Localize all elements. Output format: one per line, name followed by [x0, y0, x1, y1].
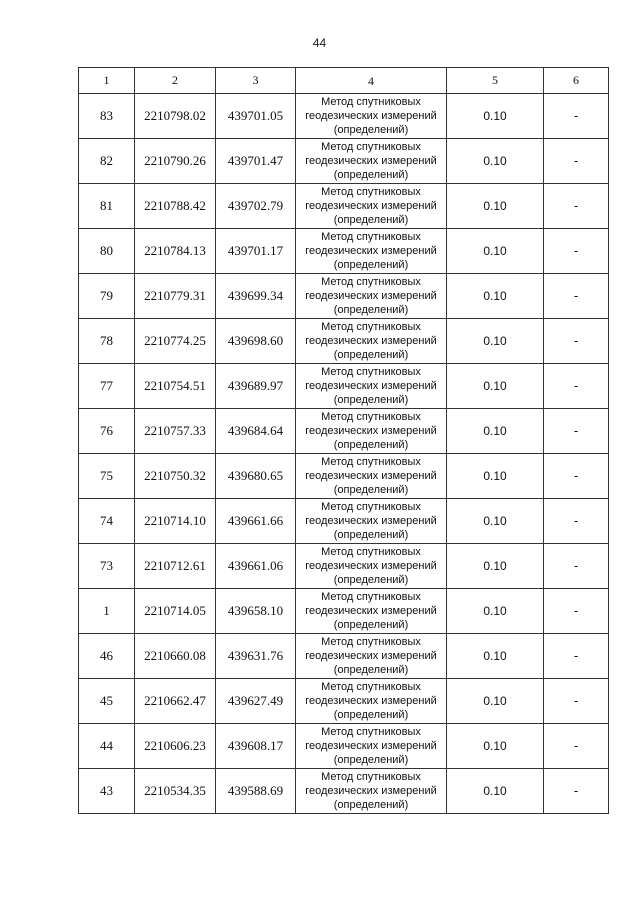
note-text: -	[573, 513, 579, 528]
note-text: -	[573, 783, 579, 798]
x-coordinate-cell: 2210757.33	[135, 409, 216, 454]
note-text: -	[573, 693, 579, 708]
x-coordinate-cell: 2210714.10	[135, 499, 216, 544]
point-number-cell: 45	[79, 679, 135, 724]
method-text: Метод спутниковых геодезических измерений (определений)	[305, 636, 437, 676]
x-coordinate-cell: 2210712.61	[135, 544, 216, 589]
table-row	[79, 364, 609, 409]
accuracy-text: 0.10	[483, 153, 507, 168]
method-cell	[296, 139, 447, 184]
method-text: Метод спутниковых геодезических измерений (определений)	[305, 501, 437, 541]
note-text: -	[573, 333, 579, 348]
method-cell	[296, 544, 447, 589]
method-cell	[296, 229, 447, 274]
y-coordinate-cell: 439627.49	[216, 679, 296, 724]
y-coordinate-cell: 439658.10	[216, 589, 296, 634]
note-text: -	[573, 738, 579, 753]
method-text: Метод спутниковых геодезических измерений (определений)	[305, 231, 437, 271]
x-coordinate-cell: 2210750.32	[135, 454, 216, 499]
method-cell	[296, 274, 447, 319]
x-coordinate-cell: 2210606.23	[135, 724, 216, 769]
point-number-cell: 44	[79, 724, 135, 769]
note-text: -	[573, 468, 579, 483]
x-coordinate-cell: 2210662.47	[135, 679, 216, 724]
table-row	[79, 184, 609, 229]
y-coordinate-cell: 439608.17	[216, 724, 296, 769]
accuracy-text: 0.10	[483, 513, 507, 528]
note-text: -	[573, 603, 579, 618]
x-coordinate-cell: 2210784.13	[135, 229, 216, 274]
accuracy-cell	[447, 769, 544, 814]
accuracy-text: 0.10	[483, 558, 507, 573]
method-cell	[296, 499, 447, 544]
column-header-4: 4	[296, 68, 447, 94]
method-cell	[296, 679, 447, 724]
y-coordinate-cell: 439661.66	[216, 499, 296, 544]
y-coordinate-cell: 439684.64	[216, 409, 296, 454]
note-cell	[544, 454, 609, 499]
point-number-cell: 46	[79, 634, 135, 679]
method-cell	[296, 634, 447, 679]
accuracy-text: 0.10	[483, 108, 507, 123]
point-number-cell: 75	[79, 454, 135, 499]
point-number-cell: 81	[79, 184, 135, 229]
table-row	[79, 724, 609, 769]
method-text: Метод спутниковых геодезических измерений (определений)	[305, 366, 437, 406]
point-number-cell: 83	[79, 94, 135, 139]
note-cell	[544, 769, 609, 814]
x-coordinate-cell: 2210798.02	[135, 94, 216, 139]
note-cell	[544, 409, 609, 454]
column-header-1: 1	[79, 68, 135, 94]
note-cell	[544, 724, 609, 769]
method-text: Метод спутниковых геодезических измерений (определений)	[305, 141, 437, 181]
x-coordinate-cell: 2210714.05	[135, 589, 216, 634]
x-coordinate-cell: 2210774.25	[135, 319, 216, 364]
method-cell	[296, 94, 447, 139]
coordinates-table	[78, 67, 609, 814]
y-coordinate-cell: 439698.60	[216, 319, 296, 364]
table-row	[79, 409, 609, 454]
point-number-cell: 82	[79, 139, 135, 184]
method-cell	[296, 184, 447, 229]
y-coordinate-cell: 439701.05	[216, 94, 296, 139]
table-body	[79, 94, 609, 814]
table-row	[79, 544, 609, 589]
accuracy-cell	[447, 319, 544, 364]
note-cell	[544, 634, 609, 679]
note-text: -	[573, 243, 579, 258]
accuracy-cell	[447, 364, 544, 409]
accuracy-text: 0.10	[483, 423, 507, 438]
point-number-cell: 76	[79, 409, 135, 454]
table-row	[79, 679, 609, 724]
accuracy-cell	[447, 634, 544, 679]
note-cell	[544, 139, 609, 184]
point-number-cell: 74	[79, 499, 135, 544]
accuracy-cell	[447, 589, 544, 634]
note-cell	[544, 679, 609, 724]
note-text: -	[573, 288, 579, 303]
column-header-6: 6	[544, 68, 609, 94]
note-cell	[544, 589, 609, 634]
column-header-2: 2	[135, 68, 216, 94]
table-row	[79, 229, 609, 274]
accuracy-cell	[447, 544, 544, 589]
accuracy-cell	[447, 139, 544, 184]
table-row	[79, 139, 609, 184]
accuracy-text: 0.10	[483, 693, 507, 708]
note-text: -	[573, 558, 579, 573]
method-cell	[296, 724, 447, 769]
point-number-cell: 78	[79, 319, 135, 364]
accuracy-text: 0.10	[483, 243, 507, 258]
accuracy-text: 0.10	[483, 738, 507, 753]
y-coordinate-cell: 439680.65	[216, 454, 296, 499]
y-coordinate-cell: 439699.34	[216, 274, 296, 319]
column-header-3: 3	[216, 68, 296, 94]
table-row	[79, 634, 609, 679]
method-text: Метод спутниковых геодезических измерений (определений)	[305, 411, 437, 451]
x-coordinate-cell: 2210534.35	[135, 769, 216, 814]
table-row	[79, 274, 609, 319]
method-text: Метод спутниковых геодезических измерений (определений)	[305, 546, 437, 586]
note-text: -	[573, 378, 579, 393]
x-coordinate-cell: 2210754.51	[135, 364, 216, 409]
method-text: Метод спутниковых геодезических измерений (определений)	[305, 771, 437, 811]
y-coordinate-cell: 439702.79	[216, 184, 296, 229]
method-cell	[296, 319, 447, 364]
note-cell	[544, 499, 609, 544]
table-row	[79, 319, 609, 364]
method-cell	[296, 589, 447, 634]
note-text: -	[573, 648, 579, 663]
y-coordinate-cell: 439689.97	[216, 364, 296, 409]
method-cell	[296, 454, 447, 499]
x-coordinate-cell: 2210660.08	[135, 634, 216, 679]
y-coordinate-cell: 439701.17	[216, 229, 296, 274]
method-text: Метод спутниковых геодезических измерений (определений)	[305, 96, 437, 136]
table-row	[79, 499, 609, 544]
accuracy-cell	[447, 679, 544, 724]
y-coordinate-cell: 439701.47	[216, 139, 296, 184]
note-cell	[544, 319, 609, 364]
accuracy-text: 0.10	[483, 603, 507, 618]
accuracy-cell	[447, 724, 544, 769]
note-text: -	[573, 108, 579, 123]
table-row	[79, 589, 609, 634]
accuracy-text: 0.10	[483, 648, 507, 663]
method-text: Метод спутниковых геодезических измерений (определений)	[305, 456, 437, 496]
accuracy-cell	[447, 454, 544, 499]
note-cell	[544, 229, 609, 274]
method-cell	[296, 364, 447, 409]
accuracy-text: 0.10	[483, 198, 507, 213]
y-coordinate-cell: 439631.76	[216, 634, 296, 679]
note-text: -	[573, 198, 579, 213]
note-cell	[544, 94, 609, 139]
method-cell	[296, 769, 447, 814]
column-header-5: 5	[447, 68, 544, 94]
accuracy-cell	[447, 409, 544, 454]
method-text: Метод спутниковых геодезических измерений (определений)	[305, 321, 437, 361]
method-cell	[296, 409, 447, 454]
table-row	[79, 94, 609, 139]
point-number-cell: 43	[79, 769, 135, 814]
note-cell	[544, 184, 609, 229]
table-row	[79, 769, 609, 814]
x-coordinate-cell: 2210788.42	[135, 184, 216, 229]
note-cell	[544, 274, 609, 319]
point-number-cell: 73	[79, 544, 135, 589]
accuracy-cell	[447, 274, 544, 319]
accuracy-text: 0.10	[483, 288, 507, 303]
accuracy-cell	[447, 94, 544, 139]
y-coordinate-cell: 439588.69	[216, 769, 296, 814]
table-header-row	[79, 68, 609, 94]
y-coordinate-cell: 439661.06	[216, 544, 296, 589]
method-text: Метод спутниковых геодезических измерений (определений)	[305, 186, 437, 226]
accuracy-cell	[447, 229, 544, 274]
accuracy-text: 0.10	[483, 468, 507, 483]
point-number-cell: 79	[79, 274, 135, 319]
x-coordinate-cell: 2210779.31	[135, 274, 216, 319]
accuracy-text: 0.10	[483, 378, 507, 393]
method-text: Метод спутниковых геодезических измерений (определений)	[305, 276, 437, 316]
point-number-cell: 77	[79, 364, 135, 409]
point-number-cell: 1	[79, 589, 135, 634]
x-coordinate-cell: 2210790.26	[135, 139, 216, 184]
note-cell	[544, 364, 609, 409]
method-text: Метод спутниковых геодезических измерений (определений)	[305, 681, 437, 721]
point-number-cell: 80	[79, 229, 135, 274]
table-row	[79, 454, 609, 499]
note-text: -	[573, 153, 579, 168]
method-text: Метод спутниковых геодезических измерений (определений)	[305, 591, 437, 631]
page-number: 44	[312, 36, 327, 50]
accuracy-text: 0.10	[483, 333, 507, 348]
accuracy-cell	[447, 184, 544, 229]
accuracy-text: 0.10	[483, 783, 507, 798]
note-text: -	[573, 423, 579, 438]
accuracy-cell	[447, 499, 544, 544]
note-cell	[544, 544, 609, 589]
method-text: Метод спутниковых геодезических измерений (определений)	[305, 726, 437, 766]
